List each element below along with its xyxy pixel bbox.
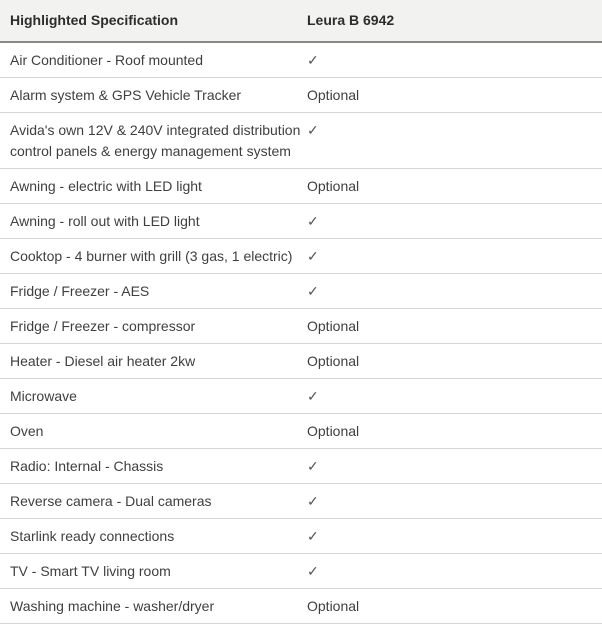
- spec-name: Oven: [10, 423, 44, 439]
- availability-text: Optional: [307, 87, 360, 103]
- table-row: [0, 379, 602, 414]
- check-icon: ✓: [307, 213, 319, 229]
- spec-name: Fridge / Freezer - AES: [10, 283, 150, 299]
- spec-name: TV - Smart TV living room: [10, 563, 171, 579]
- table-row: [0, 414, 602, 449]
- availability-text: Optional: [307, 318, 360, 334]
- table-row: [0, 484, 602, 519]
- table-header-row: [0, 0, 602, 43]
- check-icon: ✓: [307, 248, 319, 264]
- table-row: [0, 204, 602, 239]
- availability-text: Optional: [307, 423, 360, 439]
- header-model-column-label: Leura B 6942: [307, 12, 395, 28]
- table-row: [0, 274, 602, 309]
- table-row: [0, 78, 602, 113]
- check-icon: ✓: [307, 122, 319, 138]
- table-row: [0, 449, 602, 484]
- check-icon: ✓: [307, 283, 319, 299]
- spec-name: Air Conditioner - Roof mounted: [10, 52, 203, 68]
- spec-name: Awning - electric with LED light: [10, 178, 202, 194]
- spec-name: Alarm system & GPS Vehicle Tracker: [10, 87, 242, 103]
- table-row: [0, 239, 602, 274]
- check-icon: ✓: [307, 388, 319, 404]
- spec-name: Cooktop - 4 burner with grill (3 gas, 1 electric): [10, 248, 293, 264]
- spec-name: Microwave: [10, 388, 77, 404]
- header-spec-column-label: Highlighted Specification: [10, 12, 179, 28]
- spec-name: Reverse camera - Dual cameras: [10, 493, 212, 509]
- table-row: [0, 344, 602, 379]
- availability-text: Optional: [307, 178, 360, 194]
- spec-name: Radio: Internal - Chassis: [10, 458, 164, 474]
- table-row: [0, 309, 602, 344]
- spec-name: Avida's own 12V & 240V integrated distribution control panels & energy management system: [10, 122, 301, 159]
- check-icon: ✓: [307, 528, 319, 544]
- spec-name: Heater - Diesel air heater 2kw: [10, 353, 196, 369]
- table-row: [0, 519, 602, 554]
- table-row: [0, 589, 602, 624]
- availability-text: Optional: [307, 353, 360, 369]
- table-body: [0, 43, 602, 624]
- table-row: [0, 169, 602, 204]
- table-row: [0, 43, 602, 78]
- table-row: [0, 554, 602, 589]
- check-icon: ✓: [307, 458, 319, 474]
- check-icon: ✓: [307, 52, 319, 68]
- check-icon: ✓: [307, 563, 319, 579]
- spec-name: Washing machine - washer/dryer: [10, 598, 215, 614]
- availability-text: Optional: [307, 598, 360, 614]
- table-row: [0, 113, 602, 169]
- check-icon: ✓: [307, 493, 319, 509]
- spec-name: Awning - roll out with LED light: [10, 213, 200, 229]
- spec-name: Starlink ready connections: [10, 528, 175, 544]
- spec-name: Fridge / Freezer - compressor: [10, 318, 196, 334]
